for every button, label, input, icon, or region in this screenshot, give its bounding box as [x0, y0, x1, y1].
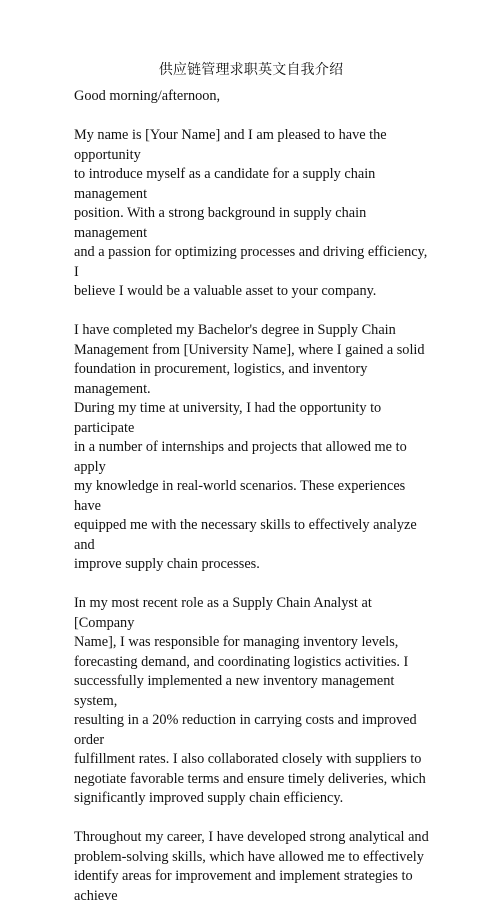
document-title: 供应链管理求职英文自我介绍 — [158, 62, 344, 78]
introduction-paragraph: My name is [Your Name] and I am pleased to have the opportunity to introduce myself as a candidate for a supply chain management position. With a strong background in supply chain management and a passion for optimizing processes and driving efficiency, I believe I would be a valuable asset to your company. — [74, 127, 428, 299]
education-paragraph: I have completed my Bachelor's degree in Supply Chain Management from [University Name], where I gained a solid foundation in procurement, logistics, and inventory management. During my time at university, I had the opportunity to participate in a number of internships and projects that allowed me to apply my knowledge in real-world scenarios. These experiences have equipped me with the necessary skills to effectively analyze and improve supply chain processes. — [74, 322, 425, 572]
greeting-paragraph: Good morning/afternoon, — [74, 88, 221, 104]
skills-paragraph: Throughout my career, I have developed strong analytical and problem-solving skills, which have allowed me to effectively identify areas for improvement and implement strategies to achieve — [74, 829, 429, 904]
experience-paragraph: In my most recent role as a Supply Chain Analyst at [Company Name], I was responsible for managing inventory levels, forecasting demand, and coordinating logistics activities. I successfully implemented a new inventory management system, resulting in a 20% reduction in carrying costs and improved order fulfillment rates. I also collaborated closely with suppliers to negotiate favorable terms and ensure timely deliveries, which significantly improved supply chain efficiency. — [74, 595, 426, 806]
